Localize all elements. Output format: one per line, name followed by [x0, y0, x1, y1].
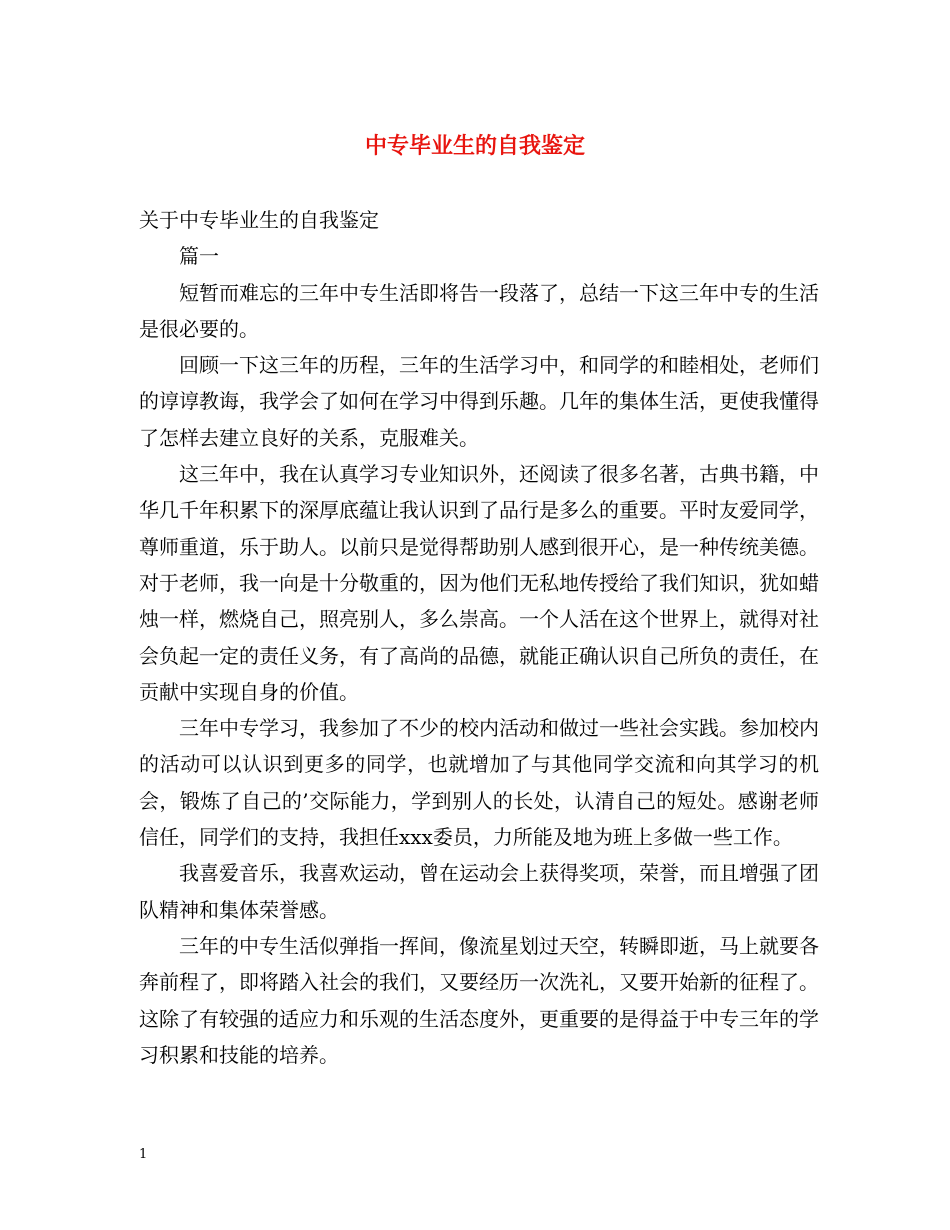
- document-subtitle: 关于中专毕业生的自我鉴定: [139, 208, 379, 232]
- paragraph-study: 这三年中，我在认真学习专业知识外，还阅读了很多名著，古典书籍，中华几千年积累下的深厚底蕴让我认识到了品行是多么的重要。平时友爱同学，尊师重道，乐于助人。以前只是觉得帮助别人感到很开心，是一种传统美德。对于老师，我一向是十分敬重的，因为他们无私地传授给了我们知识，犹如蜡烛一样，燃烧自己，照亮别人，多么崇高。一个人活在这个世界上，就得对社会负起一定的责任义务，有了高尚的品德，就能正确认识自己所负的责任，在贡献中实现自身的价值。: [139, 462, 819, 704]
- document-body: [139, 202, 819, 1073]
- section-label: 篇一: [179, 244, 219, 269]
- paragraph-review: 回顾一下这三年的历程，三年的生活学习中，和同学的和睦相处，老师们的谆谆教诲，我学会了如何在学习中得到乐趣。几年的集体生活，更使我懂得了怎样去建立良好的关系，克服难关。: [139, 353, 819, 450]
- paragraph-conclusion: 三年的中专生活似弹指一挥间，像流星划过天空，转瞬即逝，马上就要各奔前程了，即将踏入社会的我们，又要经历一次洗礼，又要开始新的征程了。这除了有较强的适应力和乐观的生活态度外，更重要的是得益于中专三年的学习积累和技能的培养。: [139, 933, 819, 1067]
- paragraph-activities: 三年中专学习，我参加了不少的校内活动和做过一些社会实践。参加校内的活动可以认识到更多的同学，也就增加了与其他同学交流和向其学习的机会，锻炼了自己的’交际能力，学到别人的长处，认清自己的短处。感谢老师信任，同学们的支持，我担任xxx委员，力所能及地为班上多做一些工作。: [139, 716, 819, 850]
- page-title: 中专毕业生的自我鉴定: [364, 134, 585, 159]
- paragraph-hobbies: 我喜爱音乐，我喜欢运动，曾在运动会上获得奖项，荣誉，而且增强了团队精神和集体荣誉感。: [139, 861, 819, 922]
- page-number: 1: [139, 1147, 148, 1162]
- paragraph-intro: 短暂而难忘的三年中专生活即将告一段落了，总结一下这三年中专的生活是很必要的。: [139, 280, 819, 341]
